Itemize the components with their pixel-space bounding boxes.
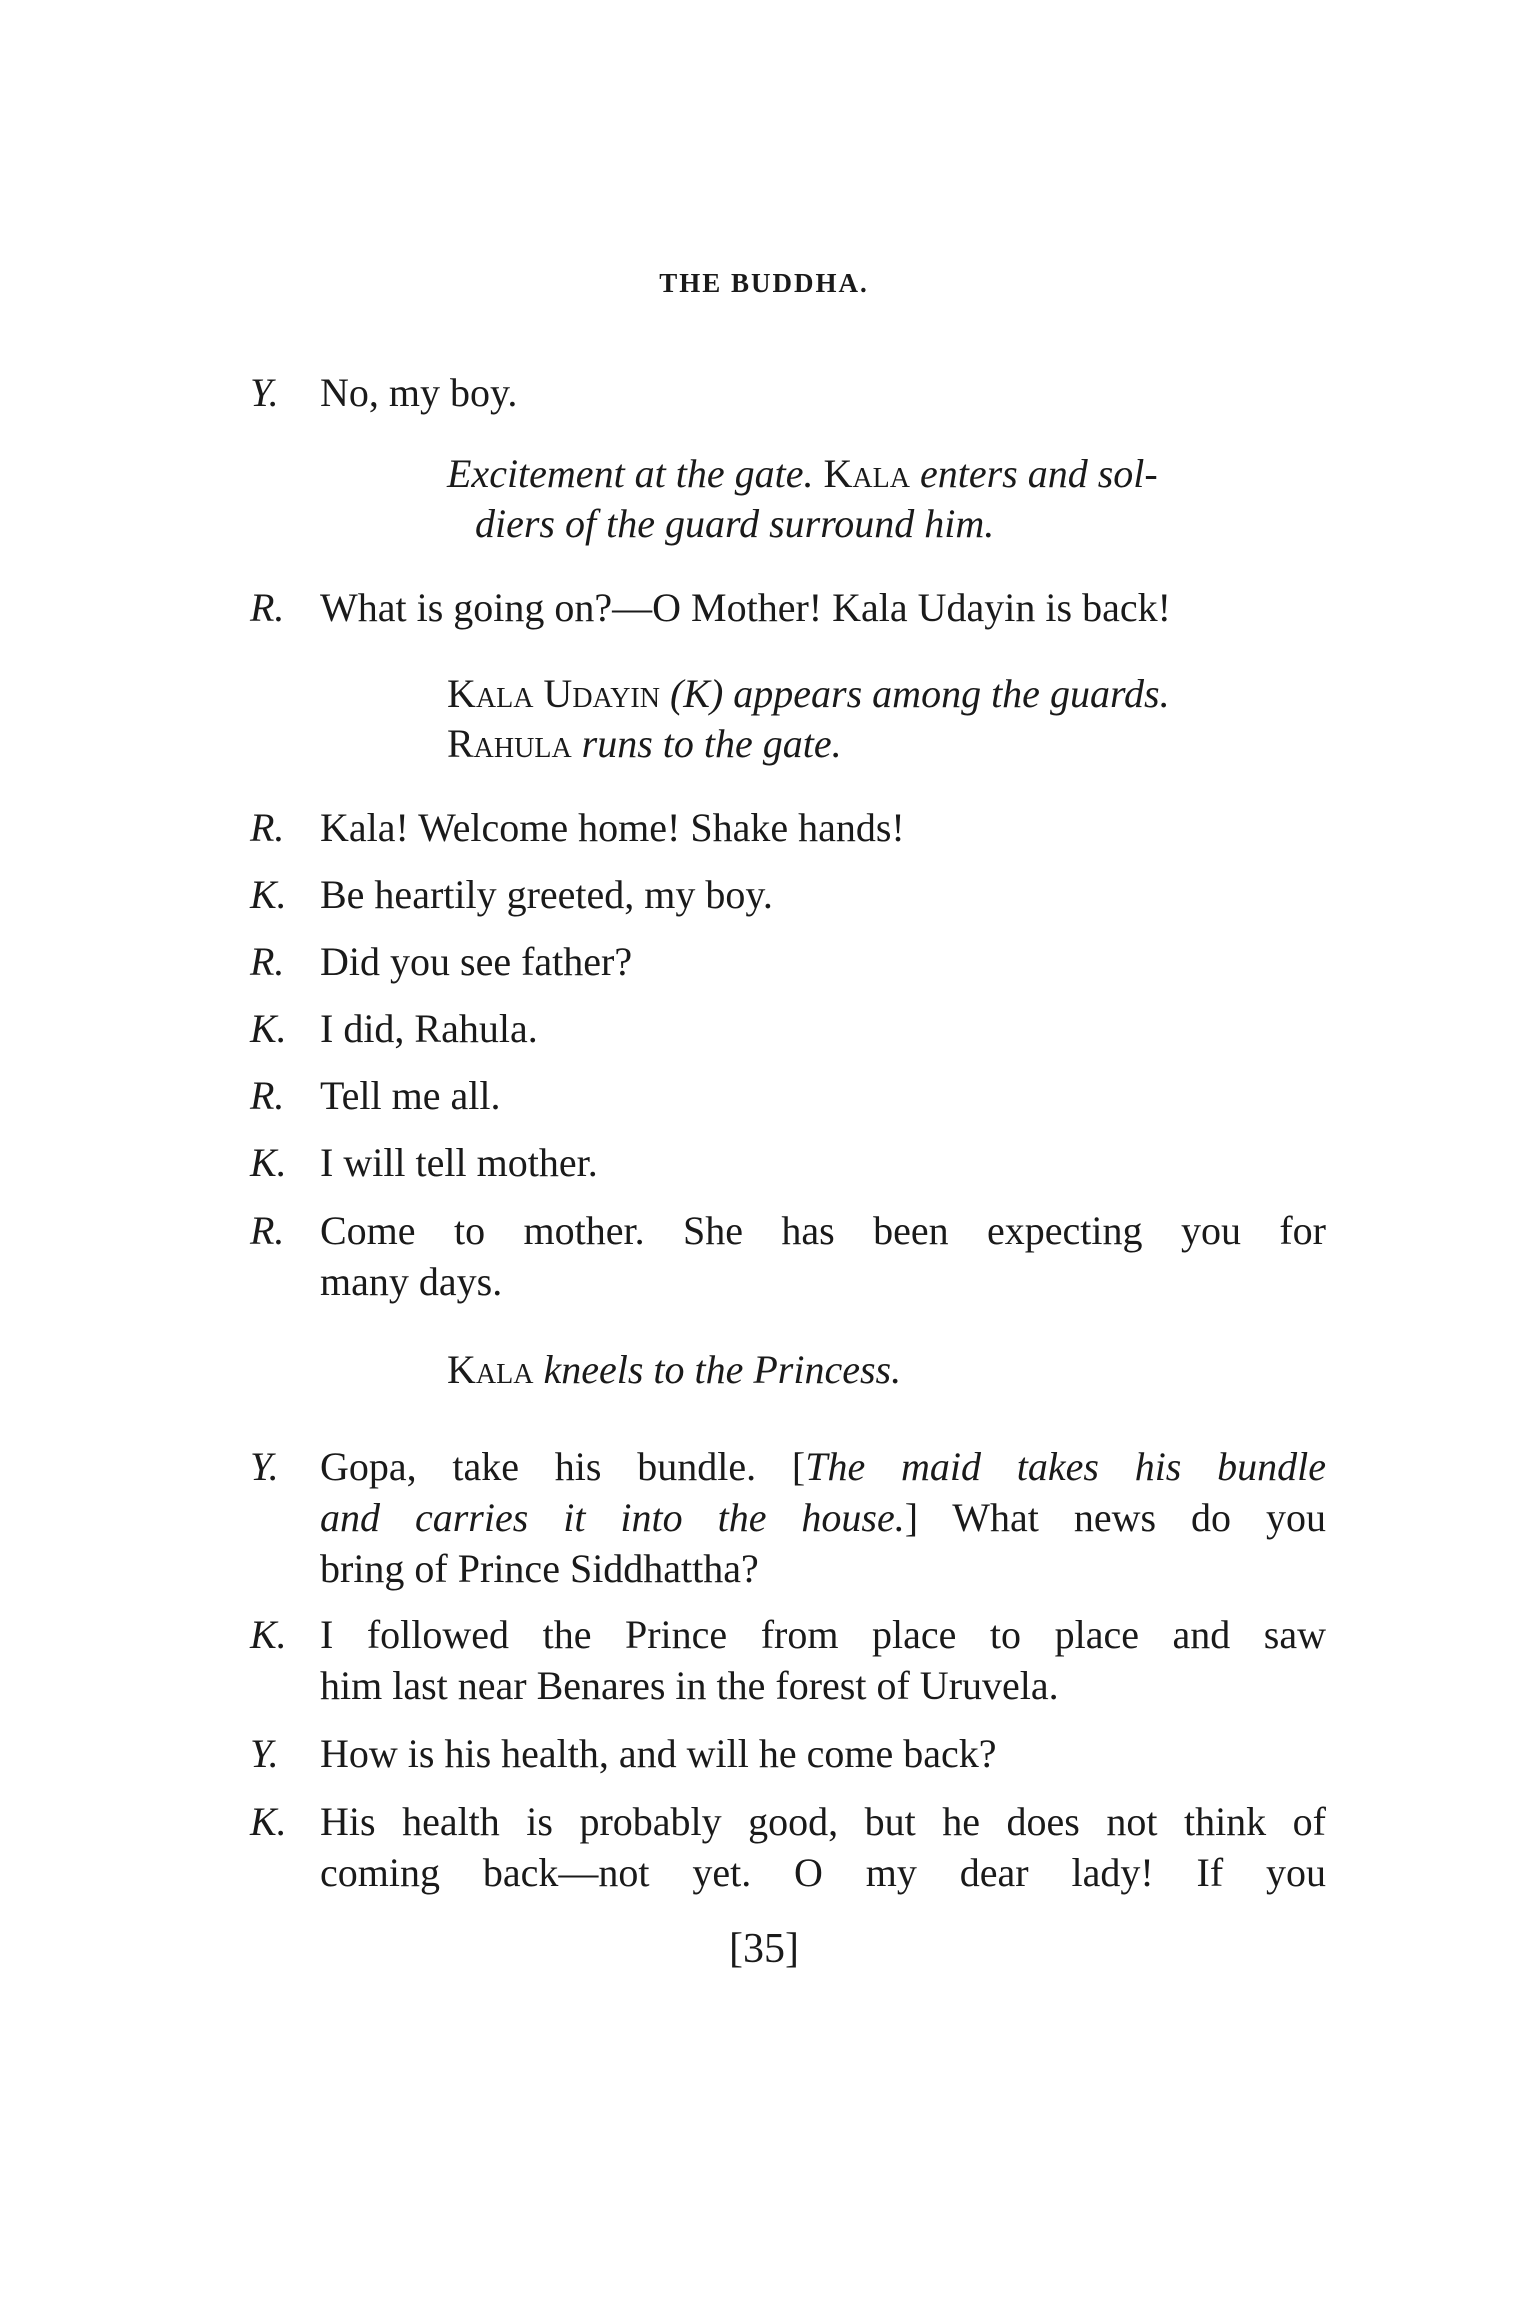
speaker-label: R.: [250, 1073, 285, 1118]
dialogue-line: I followed the Prince from place to place and saw: [320, 1612, 1326, 1657]
stage-direction: [447, 718, 842, 770]
dialogue-line: Tell me all.: [320, 1073, 501, 1118]
speaker-label: R.: [250, 1208, 285, 1253]
character-name: Rahula: [447, 721, 572, 766]
dialogue-line: No, my boy.: [320, 370, 518, 415]
stage-direction: [447, 668, 1170, 720]
dialogue-text: ] What news do you: [904, 1495, 1326, 1540]
speaker-label: Y.: [250, 370, 279, 415]
speaker-label: Y.: [250, 1444, 279, 1489]
dialogue-text: Gopa, take his bundle. [: [320, 1444, 806, 1489]
stage-direction-italic: Excitement at the gate.: [447, 451, 814, 496]
dialogue-line: coming back—not yet. O my dear lady! If you: [320, 1850, 1326, 1895]
dialogue-line: Come to mother. She has been expecting you for: [320, 1208, 1326, 1253]
stage-direction: [475, 498, 994, 550]
stage-direction: [447, 448, 1158, 500]
dialogue-line: bring of Prince Siddhattha?: [320, 1546, 759, 1591]
speaker-label: K.: [250, 1140, 287, 1185]
dialogue-line: How is his health, and will he come back?: [320, 1731, 997, 1776]
speaker-label: K.: [250, 872, 287, 917]
speaker-label: K.: [250, 1006, 287, 1051]
page-number: [35]: [729, 1926, 799, 1972]
dialogue-line: What is going on?—O Mother! Kala Udayin is back!: [320, 585, 1171, 630]
stage-direction-italic: and carries it into the house.: [320, 1495, 905, 1540]
speaker-label: K.: [250, 1612, 287, 1657]
dialogue-line: [320, 1492, 1326, 1544]
dialogue-line: I will tell mother.: [320, 1140, 598, 1185]
running-head: THE BUDDHA.: [659, 268, 869, 298]
speaker-label: K.: [250, 1799, 287, 1844]
dialogue-line: many days.: [320, 1259, 503, 1304]
dialogue-line: him last near Benares in the forest of Uruvela.: [320, 1663, 1059, 1708]
speaker-label: R.: [250, 805, 285, 850]
stage-direction-italic: kneels to the Princess.: [543, 1347, 902, 1392]
character-abbrev: (K): [669, 671, 724, 716]
dialogue-line: His health is probably good, but he does not think of: [320, 1799, 1326, 1844]
dialogue-line: [320, 1441, 1326, 1493]
dialogue-line: Be heartily greeted, my boy.: [320, 872, 773, 917]
speaker-label: Y.: [250, 1731, 279, 1776]
stage-direction-italic: diers of the guard surround him.: [475, 501, 995, 546]
speaker-label: R.: [250, 585, 285, 630]
stage-direction-italic: The maid takes his bundle: [805, 1444, 1326, 1489]
character-name: Kala: [447, 1347, 534, 1392]
dialogue-line: Did you see father?: [320, 939, 633, 984]
stage-direction-italic: runs to the gate.: [581, 721, 842, 766]
stage-direction-italic: enters and sol-: [919, 451, 1158, 496]
stage-direction-italic: appears among the guards.: [733, 671, 1170, 716]
character-name: Kala Udayin: [447, 671, 660, 716]
character-name: Kala: [823, 451, 910, 496]
speaker-label: R.: [250, 939, 285, 984]
stage-direction: [447, 1344, 901, 1396]
dialogue-line: Kala! Welcome home! Shake hands!: [320, 805, 905, 850]
dialogue-line: I did, Rahula.: [320, 1006, 538, 1051]
